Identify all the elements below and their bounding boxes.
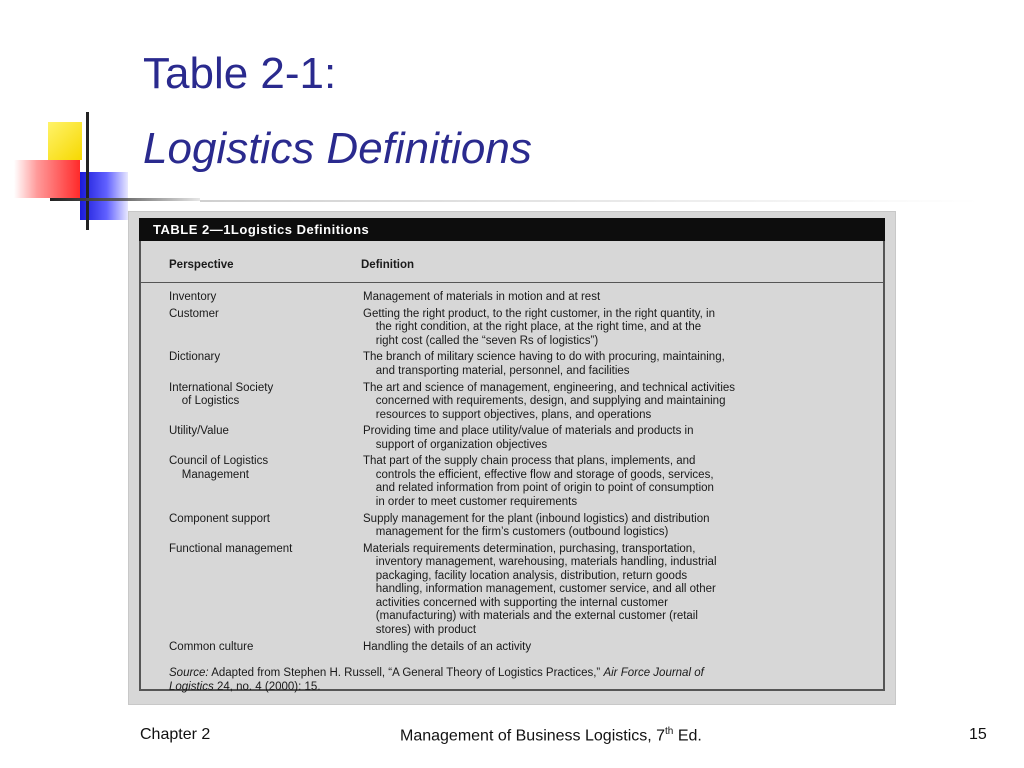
footer-book-title-text: Management of Business Logistics, 7 bbox=[400, 727, 666, 745]
logo-yellow-square bbox=[48, 122, 82, 160]
perspective-cell: International Society of Logistics bbox=[169, 381, 274, 408]
table-row bbox=[129, 291, 897, 305]
definition-cell: Supply management for the plant (inbound logistics) and distribution management for the firm’s customers (outbound logistics) bbox=[363, 512, 710, 539]
table-row bbox=[129, 455, 897, 509]
perspective-cell: Utility/Value bbox=[169, 425, 229, 438]
footer-page-number: 15 bbox=[969, 726, 987, 743]
definition-cell: Management of materials in motion and at rest bbox=[363, 291, 601, 303]
slide-title-line1: Table 2-1: bbox=[143, 49, 337, 98]
column-header-definition: Definition bbox=[361, 259, 415, 271]
definition-cell: Getting the right product, to the right customer, in the right quantity, in the right condition, at the right place, at the right time, and at the right cost (called the “seven Rs of logistics”) bbox=[363, 307, 716, 347]
column-header-perspective: Perspective bbox=[169, 259, 234, 271]
table-source-note bbox=[169, 666, 704, 694]
source-tail: 24, no. 4 (2000): 15. bbox=[213, 681, 321, 693]
slide-title-line2: Logistics Definitions bbox=[143, 124, 532, 173]
table-caption: TABLE 2—1Logistics Definitions bbox=[139, 218, 885, 241]
table-row bbox=[129, 543, 897, 638]
header-separator bbox=[141, 282, 883, 283]
footer-edition-suffix: th bbox=[665, 726, 674, 737]
title-divider bbox=[200, 200, 980, 202]
logo-vertical-line bbox=[86, 112, 89, 230]
logo-red-square bbox=[14, 160, 80, 198]
footer-chapter: Chapter 2 bbox=[140, 726, 211, 743]
table-row bbox=[129, 308, 897, 349]
perspective-cell: Common culture bbox=[169, 640, 254, 653]
perspective-cell: Component support bbox=[169, 512, 271, 525]
table-row bbox=[129, 351, 897, 378]
perspective-cell: Functional management bbox=[169, 542, 293, 555]
definition-cell: Providing time and place utility/value of materials and products in support of organization objectives bbox=[363, 425, 694, 451]
definition-cell: The branch of military science having to do with procuring, maintaining, and transporting material, personnel, and facilities bbox=[363, 351, 725, 377]
table-row bbox=[129, 425, 897, 452]
definition-cell: The art and science of management, engineering, and technical activities concerned with requirements, design, and supplying and maintaining resources to support objectives, plans, and operations bbox=[363, 381, 736, 421]
definition-cell: Materials requirements determination, purchasing, transportation, inventory management, warehousing, materials handling, industrial packaging, facility location analysis, distribution, return goods handling, information management, customer service, and all other activities concerned with supporting the internal customer (manufacturing) with materials and the external customer (retail stores) with product bbox=[363, 542, 717, 636]
perspective-cell: Dictionary bbox=[169, 351, 221, 364]
footer-book-title bbox=[400, 726, 702, 745]
perspective-cell: Customer bbox=[169, 307, 219, 320]
perspective-cell: Council of Logistics Management bbox=[169, 455, 269, 481]
table-body bbox=[129, 291, 897, 657]
source-text: Adapted from Stephen H. Russell, “A General Theory of Logistics Practices,” bbox=[208, 667, 604, 679]
source-label: Source: bbox=[169, 667, 209, 679]
definition-cell: Handling the details of an activity bbox=[363, 640, 532, 653]
table-row bbox=[129, 513, 897, 540]
table-row bbox=[129, 641, 897, 655]
logo-horizontal-line bbox=[50, 198, 200, 201]
table-row bbox=[129, 382, 897, 423]
source-journal: Air Force Journal of Logistics bbox=[169, 667, 704, 693]
perspective-cell: Inventory bbox=[169, 291, 217, 303]
definitions-table-image bbox=[128, 211, 896, 705]
footer-edition-text: Ed. bbox=[673, 727, 702, 745]
definition-cell: That part of the supply chain process that plans, implements, and controls the efficient, effective flow and storage of goods, services, and related information from point of origin to point of consumption in order to meet customer requirements bbox=[363, 455, 714, 508]
